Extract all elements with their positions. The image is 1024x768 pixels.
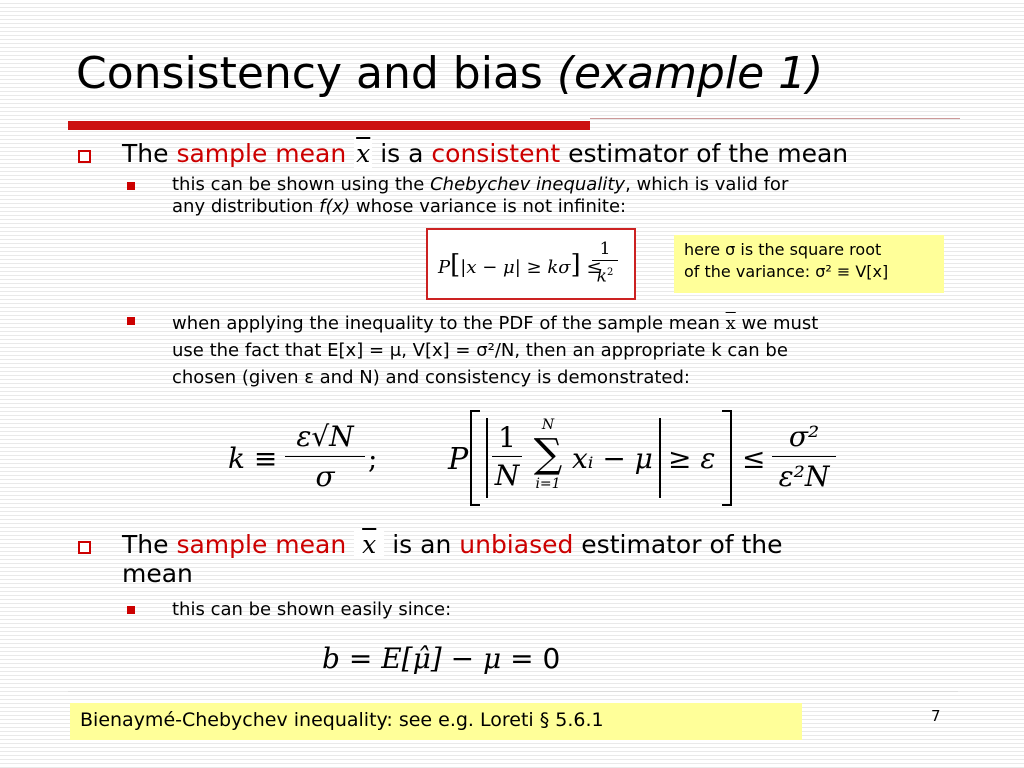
- cheb-fraction: [592, 238, 618, 289]
- sum-symbol: ∑: [533, 431, 563, 477]
- title-italic: (example 1): [556, 48, 824, 99]
- cheb-den: k: [596, 266, 607, 287]
- bullet1-text: [122, 139, 848, 168]
- bullet-square-icon: [78, 541, 91, 554]
- footnote-box: [70, 703, 802, 740]
- variance-note: [674, 235, 944, 293]
- cheb-P: P: [438, 257, 451, 278]
- rhs-fraction: [772, 418, 836, 497]
- mu-hat: [μ̂]: [401, 642, 442, 675]
- bullet2-post: estimator of the: [573, 530, 783, 559]
- sub2-line1-post: we must: [735, 313, 819, 334]
- k-num-sqrt: √N: [311, 420, 354, 453]
- right-bracket: [722, 410, 732, 506]
- sum-bottom: i=1: [535, 476, 561, 492]
- E-symbol: E: [381, 642, 402, 675]
- xbar-symbol: $\overline{x}$: [356, 139, 371, 168]
- sub1-line1-italic: Chebychev inequality: [430, 174, 626, 195]
- title-underline-thin: [590, 118, 960, 119]
- cheb-cond: ≥ kσ: [526, 257, 571, 278]
- formula-k-fraction: [285, 418, 365, 497]
- bias-formula: [322, 642, 560, 675]
- bullet2-line2: mean: [122, 559, 193, 588]
- bullet2-text: [122, 530, 783, 588]
- slide-title: [76, 48, 823, 99]
- rhs-num: σ²: [772, 418, 836, 457]
- page-number: 7: [931, 707, 941, 725]
- sub-bullet-icon: [127, 182, 135, 190]
- bullet1-mid: is a: [372, 139, 432, 168]
- sub1-line1-pre: this can be shown using the: [172, 174, 431, 195]
- sub2-text: [172, 310, 818, 391]
- sub1-text: [172, 174, 788, 218]
- left-bracket: [470, 410, 480, 506]
- sub3-text: this can be shown easily since:: [172, 599, 452, 620]
- cheb-num: 1: [592, 238, 618, 261]
- eq2: =: [510, 642, 534, 675]
- prob-leq: ≤: [742, 442, 766, 475]
- bullet-square-icon: [78, 150, 91, 163]
- sub-bullet-icon: [127, 606, 135, 614]
- sub1-line1-post: , which is valid for: [625, 174, 789, 195]
- eq1: =: [348, 642, 373, 675]
- footnote-text: Bienaymé-Chebychev inequality: see e.g. Loreti § 5.6.1: [80, 709, 604, 731]
- sub2-line2: use the fact that E[x] = μ, V[x] = σ²/N, then an appropriate k can be: [172, 340, 788, 361]
- prob-P: P: [448, 442, 469, 477]
- bullet1-term-consistent: consistent: [431, 139, 561, 168]
- sub1-line2-italic: f(x): [319, 196, 351, 217]
- sub2-line3: chosen (given ε and N) and consistency is demonstrated:: [172, 367, 690, 388]
- zero: 0: [542, 642, 561, 675]
- xbar-symbol: $\overline{x}$: [354, 530, 384, 559]
- one-over-N: [492, 420, 522, 495]
- title-underline-red: [68, 121, 590, 130]
- geq-eps: ≥ ε: [668, 442, 716, 475]
- rhs-den: ε²N: [778, 460, 830, 493]
- bullet1-post: estimator of the mean: [560, 139, 849, 168]
- bullet2-mid: is an: [384, 530, 460, 559]
- chebychev-formula-box: [426, 228, 636, 300]
- cheb-lhs: P[|x − μ| ≥ kσ] ≤: [438, 250, 602, 280]
- sum-top: N: [541, 417, 555, 433]
- bullet2-pre: The: [122, 530, 177, 559]
- cheb-leq: ≤: [586, 257, 602, 278]
- title-main: Consistency and bias: [76, 48, 557, 99]
- note-line2: of the variance: σ² ≡ V[x]: [684, 262, 889, 281]
- left-abs-bar: [486, 418, 488, 498]
- N: N: [494, 459, 520, 492]
- k-symbol: k: [228, 442, 245, 475]
- sub2-line1-pre: when applying the inequality to the PDF of the sample mean: [172, 313, 726, 334]
- equiv-symbol: ≡: [253, 442, 278, 475]
- summation: [530, 418, 566, 492]
- bullet2-term-unbiased: unbiased: [459, 530, 574, 559]
- bullet1-term-sample-mean: sample mean: [176, 139, 347, 168]
- k-num-eps: ε: [296, 420, 312, 453]
- cheb-exp: 2: [606, 267, 614, 278]
- semicolon: ;: [368, 442, 378, 475]
- minus-mu: − μ: [450, 642, 502, 675]
- sub-bullet-icon: [127, 317, 135, 325]
- sub1-line2-post: whose variance is not infinite:: [350, 196, 627, 217]
- right-abs-bar: [659, 418, 661, 498]
- sub1-line2-pre: any distribution: [172, 196, 320, 217]
- bullet1-pre: The: [122, 139, 177, 168]
- k-den: σ: [315, 460, 335, 493]
- sum-term: xᵢ − μ: [572, 442, 653, 475]
- note-line1: here σ is the square root: [684, 240, 882, 259]
- cheb-inner: x − μ: [466, 257, 515, 278]
- one: 1: [492, 420, 522, 457]
- formula-k-lhs: [228, 442, 277, 475]
- b-symbol: b: [322, 642, 340, 675]
- sub2-xbar: $\overline{x}$: [725, 313, 736, 334]
- bottom-rule: [68, 691, 958, 692]
- bullet2-term-sample-mean: sample mean: [176, 530, 347, 559]
